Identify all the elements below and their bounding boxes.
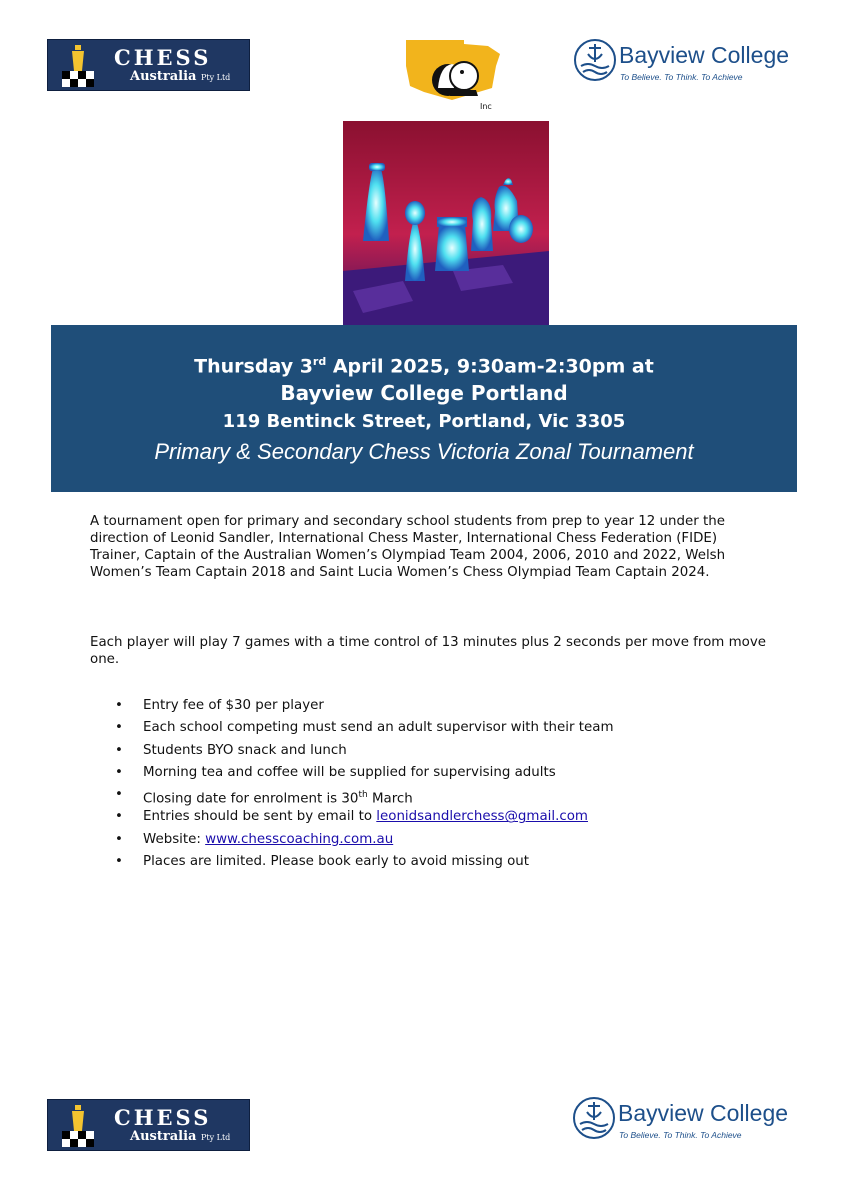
event-banner	[51, 325, 797, 492]
chess-australia-logo-footer	[47, 1099, 250, 1151]
bayview-motto: To Believe. To Think. To Achieve	[620, 72, 743, 82]
chess-australia-title: CHESS	[114, 1105, 212, 1130]
event-address: 119 Bentinck Street, Portland, Vic 3305	[222, 411, 626, 432]
event-venue: Bayview College Portland	[280, 381, 568, 405]
chess-piece-icon	[58, 1103, 98, 1149]
event-date-time: Thursday 3rd April 2025, 9:30am-2:30pm at	[194, 355, 654, 378]
list-item: • Entries should be sent by email to leonidsandlerchess@gmail.com	[115, 807, 614, 829]
chess-piece-icon	[58, 43, 98, 89]
details-list	[115, 696, 614, 874]
chess-australia-logo	[47, 39, 250, 91]
list-item: • Entry fee of $30 per player	[115, 696, 614, 718]
intro-paragraph: A tournament open for primary and secondary school students from prep to year 12 under the direction of Leonid Sandler, International Chess Master, International Chess Federation (FIDE) Trainer, Captain of the Australian Women’s Olympiad Team 2004, 2006, 2010 and 2022, Welsh Women’s Team Captain 2018 and Saint Lucia Women’s Chess Olympiad Team Captain 2024.	[90, 514, 726, 580]
list-item: • Closing date for enrolment is 30th March	[115, 785, 614, 807]
format-paragraph: Each player will play 7 games with a time control of 13 minutes plus 2 seconds per move from move one.	[90, 635, 767, 667]
event-title: Primary & Secondary Chess Victoria Zonal Tournament	[154, 439, 694, 464]
bayview-motto: To Believe. To Think. To Achieve	[619, 1130, 742, 1140]
chess-australia-subtitle: Australia Pty Ltd	[130, 69, 231, 84]
bayview-college-logo	[573, 38, 813, 88]
list-item: • Morning tea and coffee will be supplied for supervising adults	[115, 763, 614, 785]
chess-australia-subtitle: Australia Pty Ltd	[130, 1129, 231, 1144]
chess-pieces-photo	[343, 121, 549, 327]
list-item: • Places are limited. Please book early to avoid missing out	[115, 852, 614, 874]
chess-victoria-logo	[402, 36, 502, 112]
bayview-name: Bayview College	[618, 1100, 789, 1126]
email-link[interactable]: leonidsandlerchess@gmail.com	[376, 809, 588, 825]
list-item: • Website: www.chesscoaching.com.au	[115, 830, 614, 852]
list-item: • Students BYO snack and lunch	[115, 741, 614, 763]
bayview-emblem-icon	[572, 1096, 616, 1140]
chess-australia-title: CHESS	[114, 45, 212, 70]
bayview-college-logo-footer	[572, 1096, 812, 1146]
list-item: • Each school competing must send an adult supervisor with their team	[115, 718, 614, 740]
bayview-name: Bayview College	[619, 42, 790, 68]
logo-inc-text: Inc	[480, 102, 492, 111]
website-link[interactable]: www.chesscoaching.com.au	[205, 831, 394, 847]
bayview-emblem-icon	[573, 38, 617, 82]
